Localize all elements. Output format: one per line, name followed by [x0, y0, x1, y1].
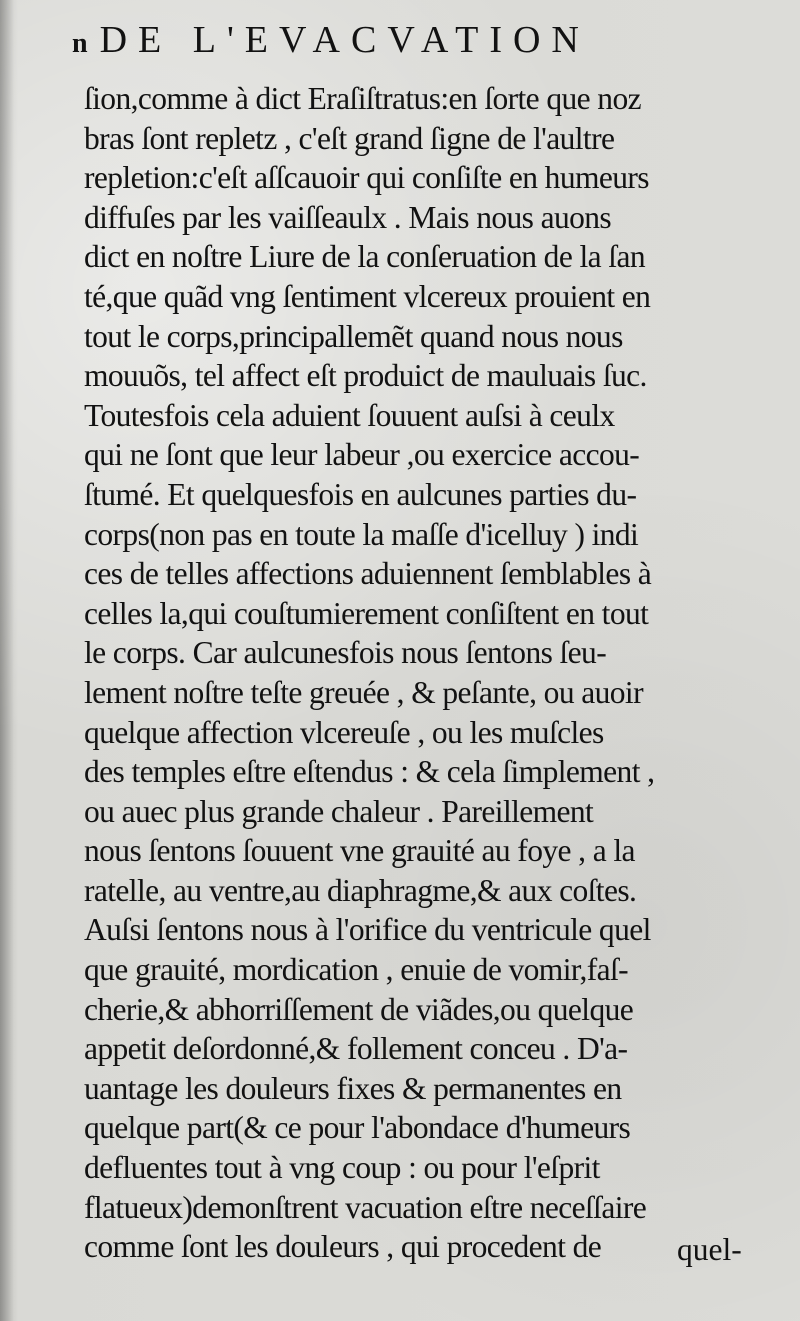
text-line-17: quelque affection vlcereuſe , ou les muſcles: [84, 714, 604, 750]
text-line-10: qui ne ſont que leur labeur ,ou exercice accou-: [84, 437, 640, 473]
body-text: [84, 79, 760, 1267]
text-line-19: ou auec plus grande chaleur . Pareillement: [84, 793, 594, 829]
text-line-11: ſtumé. Et quelquesfois en aulcunes parties du-: [84, 476, 637, 512]
catchword: quel-: [677, 1232, 742, 1267]
text-line-26: uantage les douleurs fixes & permanentes en: [84, 1070, 622, 1106]
text-line-15: le corps. Car aulcunesfois nous ſentons ſeu-: [84, 635, 607, 671]
text-line-6: té,que quãd vng ſentiment vlcereux prouient en: [84, 278, 651, 314]
text-line-13: ces de telles affections aduiennent ſemblables à: [84, 556, 652, 592]
text-line-27: quelque part(& ce pour l'abondace d'humeurs: [84, 1110, 631, 1146]
text-line-30: comme ſont les douleurs , qui procedent de: [84, 1229, 602, 1265]
text-line-28: defluentes tout à vng coup : ou pour l'eſprit: [84, 1150, 600, 1186]
text-line-8: mouuõs, tel affect eſt produict de mauluais ſuc.: [84, 358, 647, 394]
text-line-29: flatueux)demonſtrent vacuation eſtre neceſſaire: [84, 1189, 647, 1225]
text-line-25: appetit deſordonné,& follement conceu . D'a-: [84, 1031, 628, 1067]
text-line-5: dict en noſtre Liure de la conſeruation de la ſan: [84, 239, 645, 275]
text-line-20: nous ſentons ſouuent vne grauité au foye , a la: [84, 833, 635, 869]
text-line-9: Toutesfois cela aduient ſouuent auſsi à ceulx: [84, 397, 615, 433]
page-number: n: [72, 28, 88, 59]
text-line-14: celles la,qui couſtumierement conſiſtent en tout: [84, 595, 649, 631]
text-line-2: bras ſont repletz , c'eſt grand ſigne de l'aultre: [84, 120, 615, 156]
text-line-22: Auſsi ſentons nous à l'orifice du ventricule quel: [84, 912, 651, 948]
page-header: [72, 18, 762, 66]
text-line-1: ſion,comme à dict Eraſiſtratus:en ſorte que noz: [84, 81, 641, 116]
text-line-16: lement noſtre teſte greuée , & peſante, ou auoir: [84, 674, 643, 710]
text-line-24: cherie,& abhorriſſement de viãdes,ou quelque: [84, 991, 634, 1027]
running-title: DE L'EVACVATION: [99, 19, 590, 61]
binding-shadow: [0, 0, 14, 1321]
text-line-7: tout le corps,principallemẽt quand nous nous: [84, 318, 623, 354]
text-line-18: des temples eſtre eſtendus : & cela ſimplement ,: [84, 754, 655, 790]
text-line-12: corps(non pas en toute la maſſe d'icelluy ) indi: [84, 516, 639, 552]
text-line-23: que grauité, mordication , enuie de vomir,faſ-: [84, 952, 629, 988]
text-line-21: ratelle, au ventre,au diaphragme,& aux coſtes.: [84, 872, 637, 908]
text-line-3: repletion:c'eſt aſſcauoir qui conſiſte en humeurs: [84, 160, 649, 196]
text-line-4: diffuſes par les vaiſſeaulx . Mais nous auons: [84, 199, 612, 235]
